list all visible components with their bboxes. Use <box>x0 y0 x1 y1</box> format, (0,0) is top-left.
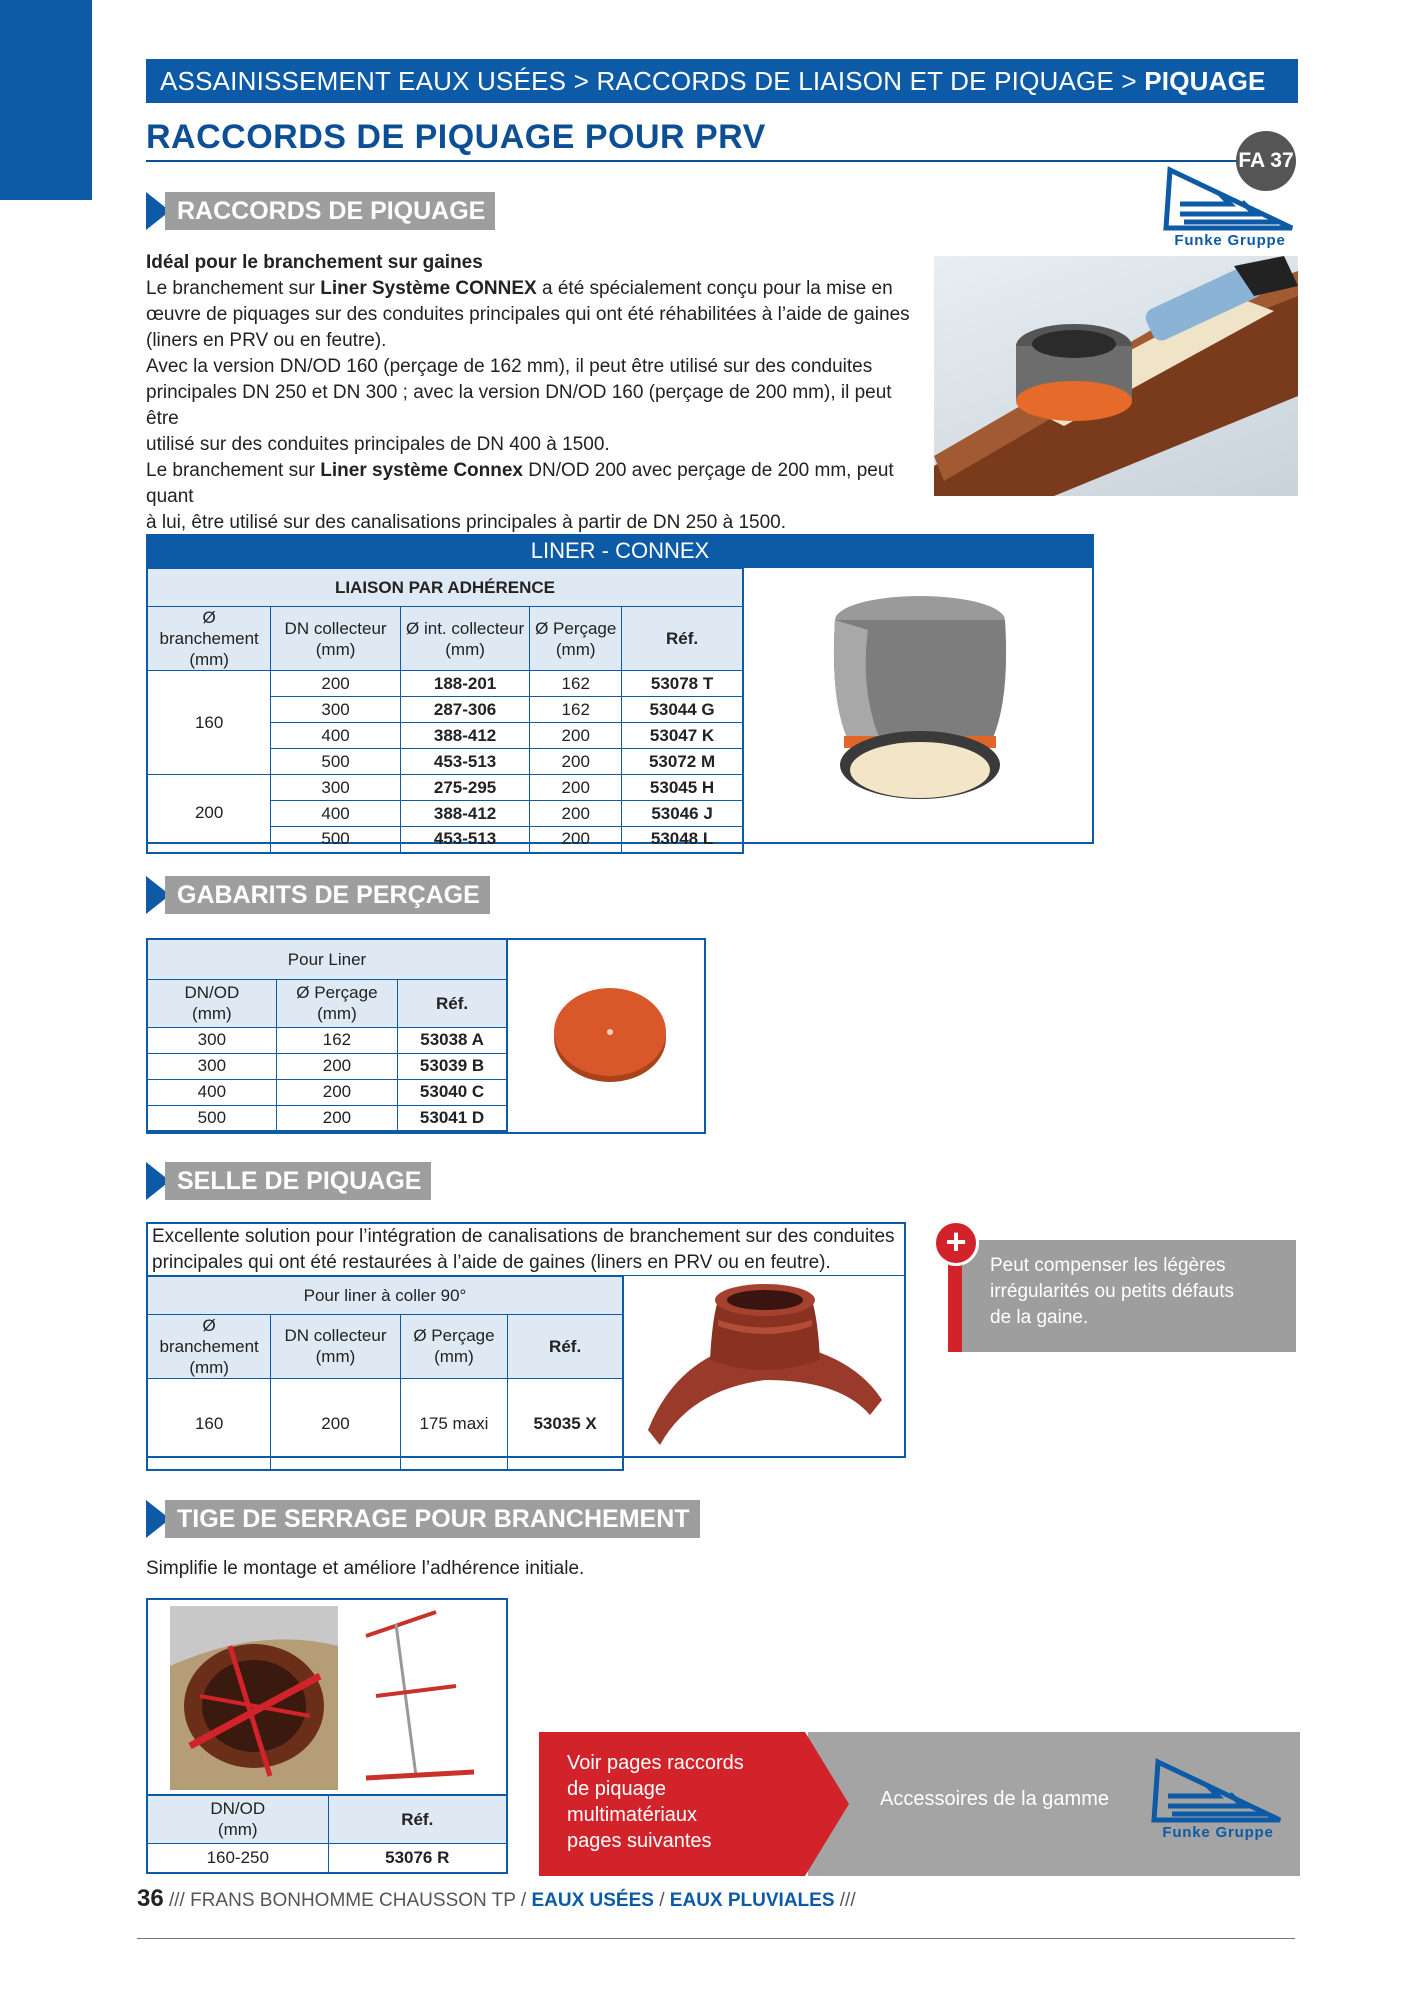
header-l1: Ø Perçage <box>296 983 378 1002</box>
section1-description <box>146 250 916 562</box>
cell-perc: 200 <box>276 1053 397 1079</box>
desc-line: principales DN 250 et DN 300 ; avec la version DN/OD 160 (perçage de 200 mm), il peut être <box>146 382 892 429</box>
cell-ref: 53035 X <box>508 1378 623 1470</box>
cell-int: 388-412 <box>400 723 530 749</box>
header-l1: DN/OD <box>210 1799 266 1819</box>
callout-line: irrégularités ou petits défauts <box>990 1281 1234 1302</box>
cell-perc: 200 <box>530 801 622 827</box>
col-header <box>147 1314 271 1378</box>
selle-description <box>152 1224 900 1276</box>
product-name: Liner système Connex <box>320 460 524 481</box>
text: Le branchement sur <box>146 460 321 481</box>
cell-perc: 200 <box>530 775 622 801</box>
desc-line: (liners en PRV ou en feutre). <box>146 330 387 351</box>
accessories-label: Accessoires de la gamme <box>880 1788 1109 1810</box>
cell-branch: 200 <box>147 775 271 853</box>
cell-dn: 300 <box>271 697 401 723</box>
cell-dn: 160-250 <box>147 1843 328 1873</box>
promo-line: de piquage <box>567 1778 666 1800</box>
cell-dn: 500 <box>271 827 401 853</box>
header-l1: DN collecteur <box>284 618 387 638</box>
desc-line: œuvre de piquages sur des conduites principales qui ont été réhabilitées à l’aide de gaines <box>146 304 910 325</box>
cell-ref: 53072 M <box>622 749 743 775</box>
text: a été spécialement conçu pour la mise en <box>536 278 893 299</box>
tige-product-image <box>356 1606 488 1790</box>
section-heading-label: SELLE DE PIQUAGE <box>165 1162 431 1200</box>
header-l2: (mm) <box>189 650 229 669</box>
tige-installed-image <box>170 1606 338 1790</box>
cell-int: 453-513 <box>400 749 530 775</box>
funke-logo-icon <box>1160 166 1296 232</box>
cell-branch: 160 <box>147 1378 271 1470</box>
promo-line: Voir pages raccords <box>567 1752 744 1774</box>
table-row <box>147 1105 507 1131</box>
table-row <box>147 671 743 697</box>
footer-separator: /// <box>163 1890 191 1911</box>
cell-dn: 400 <box>271 723 401 749</box>
tige-product-photo <box>356 1606 488 1790</box>
cell-dn: 200 <box>271 671 401 697</box>
col-header <box>271 1314 400 1378</box>
cell-ref: 53048 L <box>622 827 743 853</box>
footer-separator: /// <box>834 1890 856 1911</box>
gabarits-table <box>146 938 508 1132</box>
header-l1: Ø Perçage <box>535 618 617 638</box>
plus-callout <box>948 1240 1296 1352</box>
cell-perc: 162 <box>276 1027 397 1053</box>
header-l1: Ø branchement <box>159 608 259 648</box>
brand-name: Funke Gruppe <box>1162 1824 1274 1841</box>
cell-ref: 53076 R <box>328 1843 507 1873</box>
cell-branch: 160 <box>147 671 271 775</box>
col-header <box>400 1314 508 1378</box>
selle-table <box>146 1275 624 1471</box>
cell-ref: 53038 A <box>398 1027 507 1053</box>
fa-page-badge: FA 37 <box>1236 131 1296 191</box>
cell-ref: 53039 B <box>398 1053 507 1079</box>
cell-dn: 300 <box>147 1027 276 1053</box>
product-name: Liner Système CONNEX <box>320 278 537 299</box>
title-divider <box>146 160 1266 162</box>
cell-dn: 300 <box>147 1053 276 1079</box>
header-l1: DN/OD <box>184 983 240 1002</box>
breadcrumb-separator: > <box>566 66 597 96</box>
promo-line: pages suivantes <box>567 1830 712 1852</box>
cell-dn: 500 <box>271 749 401 775</box>
desc-line <box>146 458 916 510</box>
table-header-row <box>147 1795 507 1843</box>
accessories-panel[interactable] <box>808 1732 1300 1876</box>
header-l1: Ø int. collecteur <box>406 618 525 638</box>
see-pages-link[interactable] <box>539 1732 849 1876</box>
col-header-ref: Réf. <box>622 607 743 671</box>
header-l2: (mm) <box>217 1820 258 1840</box>
col-header <box>271 607 401 671</box>
table-banner-liner-connex: LINER - CONNEX <box>146 534 1094 568</box>
breadcrumb-level-1[interactable]: ASSAINISSEMENT EAUX USÉES <box>160 66 567 96</box>
breadcrumb-separator: > <box>1114 66 1145 96</box>
page-title: RACCORDS DE PIQUAGE POUR PRV <box>146 118 766 156</box>
col-header <box>276 979 397 1027</box>
intro-bold: Idéal pour le branchement sur gaines <box>146 252 483 273</box>
desc-line: Avec la version DN/OD 160 (perçage de 162 mm), il peut être utilisé sur des conduites <box>146 356 873 377</box>
tige-table <box>146 1794 508 1874</box>
cell-dn: 300 <box>271 775 401 801</box>
footer-separator: / <box>515 1890 532 1911</box>
header-l1: DN collecteur <box>284 1326 387 1345</box>
cell-int: 453-513 <box>400 827 530 853</box>
header-l2: (mm) <box>555 639 596 659</box>
cell-ref: 53078 T <box>622 671 743 697</box>
header-l2: (mm) <box>192 1004 232 1023</box>
connex-fitting-image <box>820 590 1020 810</box>
cell-perc: 175 maxi <box>400 1378 508 1470</box>
tige-installed-photo <box>170 1606 338 1790</box>
brand-name: Funke Gruppe <box>1174 232 1286 249</box>
funke-logo-top <box>1160 166 1300 249</box>
col-header-ref: Réf. <box>508 1314 623 1378</box>
col-header <box>530 607 622 671</box>
footer-divider <box>137 1938 1295 1939</box>
header-l2: (mm) <box>434 1347 474 1366</box>
col-header-ref: Réf. <box>398 979 507 1027</box>
cell-dn: 200 <box>271 1378 400 1470</box>
callout-line: de la gaine. <box>990 1307 1089 1328</box>
table-row <box>147 1378 623 1470</box>
callout-line: Peut compenser les légères <box>990 1255 1226 1276</box>
cell-ref: 53041 D <box>398 1105 507 1131</box>
breadcrumb-level-2[interactable]: RACCORDS DE LIAISON ET DE PIQUAGE <box>596 66 1114 96</box>
text: Le branchement sur <box>146 278 321 299</box>
cell-ref: 53044 G <box>622 697 743 723</box>
table-row <box>147 1079 507 1105</box>
cell-int: 388-412 <box>400 801 530 827</box>
table-row <box>147 1053 507 1079</box>
cell-perc: 200 <box>276 1105 397 1131</box>
table-row <box>147 775 743 801</box>
saddle-icon <box>640 1280 890 1450</box>
table-subheader: Pour liner à coller 90° <box>147 1276 623 1314</box>
table-row <box>147 1843 507 1873</box>
page-footer <box>137 1885 856 1913</box>
cell-ref: 53047 K <box>622 723 743 749</box>
section-heading-label: RACCORDS DE PIQUAGE <box>165 192 495 230</box>
footer-category-2[interactable]: EAUX PLUVIALES <box>669 1890 835 1911</box>
table-header-row <box>147 979 507 1027</box>
cell-ref: 53040 C <box>398 1079 507 1105</box>
cell-int: 275-295 <box>400 775 530 801</box>
table-subheader: LIAISON PAR ADHÉRENCE <box>147 569 743 607</box>
footer-category-1[interactable]: EAUX USÉES <box>531 1890 654 1911</box>
table-row <box>147 1027 507 1053</box>
drilling-template-image <box>548 982 672 1086</box>
desc-line: à lui, être utilisé sur des canalisations principales à partir de DN 250 à 1500. <box>146 512 787 533</box>
desc-line: principales qui ont été restaurées à l’aide de gaines (liners en PRV ou en feutre). <box>152 1252 831 1273</box>
cell-int: 287-306 <box>400 697 530 723</box>
header-l1: Ø branchement <box>159 1315 259 1356</box>
col-header-ref: Réf. <box>328 1795 507 1843</box>
tige-description: Simplifie le montage et améliore l’adhérence initiale. <box>146 1558 585 1579</box>
breadcrumb-current: PIQUAGE <box>1144 66 1266 96</box>
cell-perc: 200 <box>530 827 622 853</box>
header-l2: (mm) <box>315 639 356 659</box>
cell-perc: 162 <box>530 697 622 723</box>
funke-logo-bottom <box>1148 1758 1288 1841</box>
cell-perc: 200 <box>530 723 622 749</box>
see-pages-text <box>567 1750 744 1854</box>
breadcrumb <box>146 59 1298 103</box>
desc-line: Excellente solution pour l’intégration de canalisations de branchement sur des conduites <box>152 1226 895 1247</box>
header-l2: (mm) <box>445 639 485 659</box>
pipe-installation-image <box>934 256 1298 496</box>
header-l2: (mm) <box>189 1357 229 1377</box>
cell-perc: 162 <box>530 671 622 697</box>
section-heading-label: TIGE DE SERRAGE POUR BRANCHEMENT <box>165 1500 700 1538</box>
header-l2: (mm) <box>315 1347 356 1366</box>
col-header <box>147 1795 328 1843</box>
desc-line: utilisé sur des conduites principales de DN 400 à 1500. <box>146 434 610 455</box>
cell-dn: 400 <box>271 801 401 827</box>
header-l1: Ø Perçage <box>413 1326 495 1345</box>
cell-dn: 400 <box>147 1079 276 1105</box>
header-l2: (mm) <box>317 1004 357 1023</box>
col-header <box>400 607 530 671</box>
footer-company: FRANS BONHOMME CHAUSSON TP <box>190 1890 516 1911</box>
liner-connex-table <box>146 568 744 854</box>
cell-ref: 53046 J <box>622 801 743 827</box>
table-subheader: Pour Liner <box>147 939 507 979</box>
cell-dn: 500 <box>147 1105 276 1131</box>
cell-perc: 200 <box>530 749 622 775</box>
cell-perc: 200 <box>276 1079 397 1105</box>
plus-icon: + <box>933 1220 979 1266</box>
text: DN/OD 200 avec perçage de 200 mm, peut quant <box>146 460 894 507</box>
saddle-image <box>640 1280 890 1450</box>
orange-disc-icon <box>548 982 672 1086</box>
connex-fitting-icon <box>820 590 1020 810</box>
cell-ref: 53045 H <box>622 775 743 801</box>
page-number: 36 <box>137 1885 164 1912</box>
cell-int: 188-201 <box>400 671 530 697</box>
promo-line: multimatériaux <box>567 1804 698 1826</box>
table-header-row <box>147 607 743 671</box>
col-header <box>147 607 271 671</box>
corner-tab <box>0 0 92 200</box>
table-header-row <box>147 1314 623 1378</box>
desc-line <box>146 276 916 302</box>
section-heading-label: GABARITS DE PERÇAGE <box>165 876 490 914</box>
installation-photo <box>934 256 1298 496</box>
footer-separator: / <box>653 1890 670 1911</box>
funke-logo-icon <box>1148 1758 1284 1824</box>
col-header <box>147 979 276 1027</box>
